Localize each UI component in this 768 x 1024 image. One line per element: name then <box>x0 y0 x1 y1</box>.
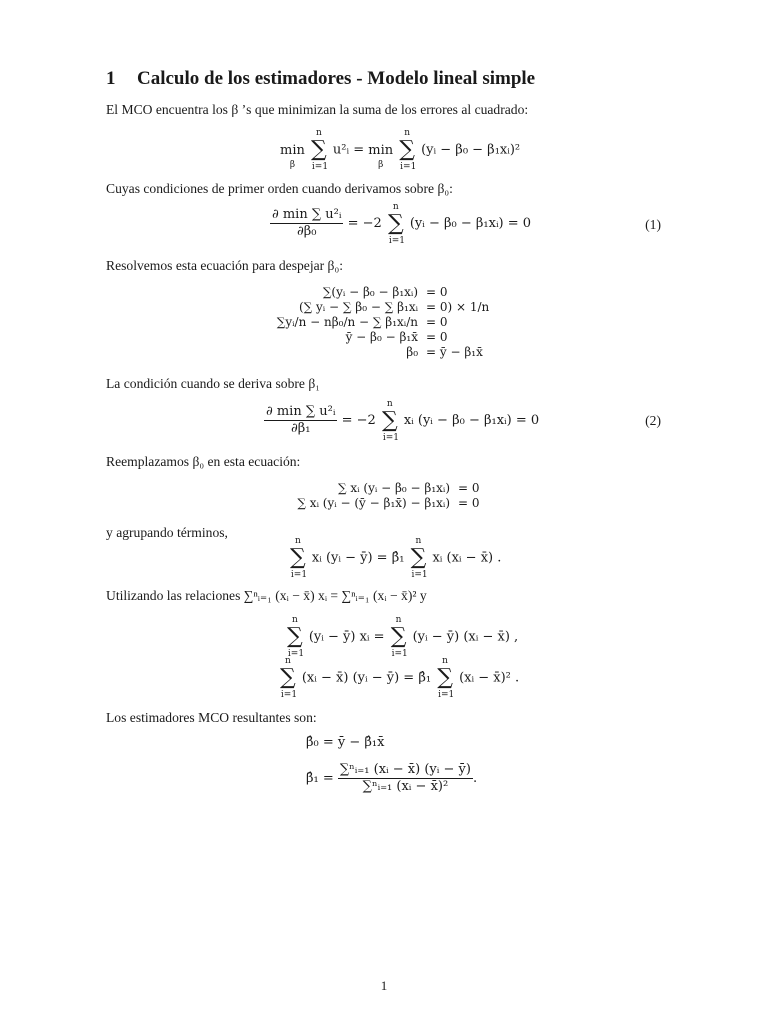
derivation-row: ∑(yᵢ − β₀ − β₁xᵢ) = 0 <box>322 285 448 299</box>
equation-1: $\frac{\text{∂ min ∑ u²ᵢ}}{\text{∂β₀}}$ = −2 ∑ n i=1 (yᵢ − β₀ − β₁xᵢ) = 0 <box>272 201 532 246</box>
equation-1-number: (1) <box>645 217 661 232</box>
equation-min-sum: min β ∑ n i=1 u²ᵢ = min β ∑ n i=1 (yᵢ − β₀ − β₁xᵢ)² <box>280 128 521 172</box>
derivation-row: ∑ xᵢ (yᵢ − (ȳ − β₁x̄) − β₁xᵢ) = 0 <box>297 496 480 510</box>
derivation-b0 <box>270 285 489 360</box>
paragraph-first-order: Cuyas condiciones de primer orden cuando derivamos sobre β₀: <box>106 181 453 196</box>
derivation-row: β₀ = ȳ − β₁x̄ <box>406 345 483 359</box>
paragraph-group-terms: y agrupando términos, <box>106 525 228 540</box>
paragraph-derive-b1: La condición cuando se deriva sobre β₁ <box>106 376 320 391</box>
page-number: 1 <box>380 978 388 993</box>
estimator-b0: β̂₀ = ȳ − β̂₁x̄ <box>306 735 385 750</box>
estimator-b1: β̂₁ = $\frac{\text{∑ⁿᵢ₌₁ (xᵢ − x̄) (yᵢ − ȳ)}}{\text{∑ⁿᵢ₌₁ (xᵢ − x̄)²}}$ . <box>306 762 478 794</box>
derivation-row: ∑ xᵢ (yᵢ − β₀ − β₁xᵢ) = 0 <box>338 481 480 495</box>
derivation-row: (∑ yᵢ − ∑ β₀ − ∑ β₁xᵢ = 0) × 1/n <box>298 300 490 314</box>
section-number: 1 <box>106 68 116 89</box>
section-title: Calculo de los estimadores - Modelo lineal simple <box>137 68 536 89</box>
equation-relation-1: ∑ n i=1 (yᵢ − ȳ) xᵢ = ∑ n i=1 (yᵢ − ȳ) (xᵢ − x̄) , <box>287 615 519 659</box>
paragraph-intro: El MCO encuentra los β ’s que minimizan la suma de los errores al cuadrado: <box>106 102 529 117</box>
equation-relation-2: ∑ n i=1 (xᵢ − x̄) (yᵢ − ȳ) = β̂₁ ∑ n i=1 (xᵢ − x̄)² . <box>280 656 520 700</box>
paragraph-replace-b0: Reemplazamos β₀ en esta ecuación: <box>106 454 301 469</box>
derivation-b1 <box>290 481 480 511</box>
equation-2: $\frac{\text{∂ min ∑ u²ᵢ}}{\text{∂β₁}}$ = −2 ∑ n i=1 xᵢ (yᵢ − β₀ − β₁xᵢ) = 0 <box>266 398 540 443</box>
paragraph-relations: Utilizando las relaciones ∑ⁿᵢ₌₁ (xᵢ − x̄) xᵢ = ∑ⁿᵢ₌₁ (xᵢ − x̄)² y <box>106 588 427 603</box>
equation-2-number: (2) <box>645 413 661 428</box>
paragraph-solve-b0: Resolvemos esta ecuación para despejar β₀: <box>106 258 343 273</box>
equation-grouped: ∑ n i=1 xᵢ (yᵢ − ȳ) = β̂₁ ∑ n i=1 xᵢ (xᵢ − x̄) . <box>290 536 502 580</box>
paragraph-estimators: Los estimadores MCO resultantes son: <box>106 710 317 725</box>
derivation-row: ∑yᵢ/n − nβ₀/n − ∑ β₁xᵢ/n = 0 <box>276 315 448 329</box>
derivation-row: ȳ − β₀ − β₁x̄ = 0 <box>345 330 448 344</box>
